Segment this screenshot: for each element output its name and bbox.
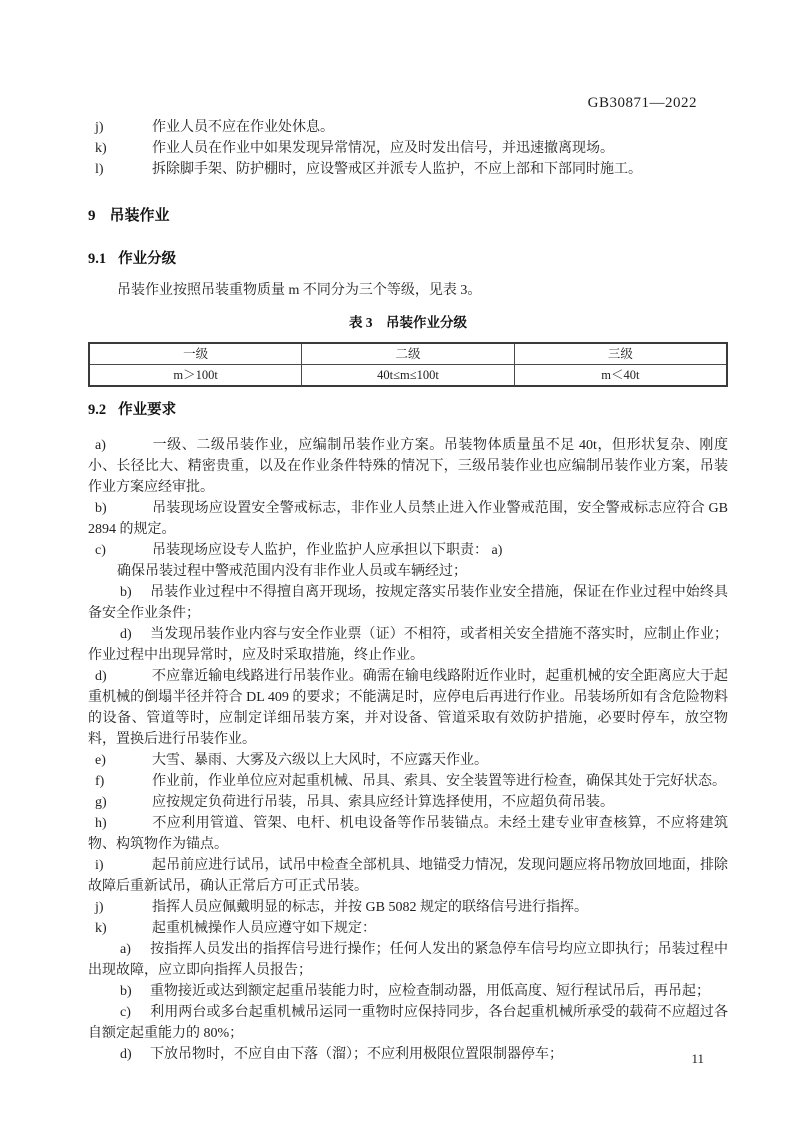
- list-item-label: b): [120, 585, 132, 600]
- list-item-label: a): [120, 942, 131, 957]
- list-item-label: b): [120, 984, 132, 999]
- page-number: 11: [691, 1051, 704, 1066]
- list-item-label: b): [95, 501, 107, 516]
- list-item-text: 不应靠近输电线路进行吊装作业。确需在输电线路附近作业时，起重机械的安全距离应大于起重机械的倒塌半径并符合 DL 409 的要求；不能满足时，应停电后再进行作业。吊装场所如有含危险物料的设备、管道等时，应制定详细吊装方案，并对设备、管道采取有效防护措施，必要时停车，放空物料，置换后进行吊装作业。: [88, 669, 728, 747]
- list-item-label: g): [95, 795, 107, 810]
- list-item-text: 作业前，作业单位应对起重机械、吊具、索具、安全装置等进行检查，确保其处于完好状态。: [152, 774, 726, 789]
- list-item-label: f): [95, 774, 105, 789]
- section-title: 吊装作业: [109, 208, 170, 224]
- subsection-number: 9.1: [88, 251, 107, 267]
- list-item-text: 不应利用管道、管架、电杆、机电设备等作吊装锚点。未经土建专业审查核算，不应将建筑物、构筑物作为锚点。: [88, 816, 728, 852]
- list-item-text: 指挥人员应佩戴明显的标志，并按 GB 5082 规定的联络信号进行指挥。: [152, 900, 588, 915]
- list-item-label: j): [95, 120, 104, 135]
- list-item-label: c): [120, 1005, 131, 1020]
- list-item: [88, 813, 728, 855]
- list-item-text: 吊装现场应设置安全警戒标志，非作业人员禁止进入作业警戒范围，安全警戒标志应符合 GB 2894 的规定。: [88, 501, 728, 537]
- table-cell: 40t≤m≤100t: [302, 365, 515, 387]
- list-item-label: l): [95, 162, 104, 177]
- list-item-text: 作业人员不应在作业处休息。: [152, 120, 334, 135]
- subsection-heading: [88, 399, 728, 421]
- nested-list-item: [88, 1044, 728, 1065]
- nested-list-item: [88, 624, 728, 666]
- list-item: [88, 138, 728, 159]
- table-row: [89, 365, 727, 387]
- list-item-continuation: 确保吊装过程中警戒范围内没有非作业人员或车辆经过；: [117, 564, 467, 579]
- list-item-text: 重物接近或达到额定起重吊装能力时，应检查制动器，用低高度、短行程试吊后，再吊起；: [150, 984, 710, 999]
- list-item-text: 下放吊物时，不应自由下落（溜）；不应利用极限位置限制器停车；: [150, 1047, 563, 1062]
- subsection-number: 9.2: [88, 402, 107, 418]
- list-item-label: d): [95, 669, 107, 684]
- list-item: [88, 435, 728, 498]
- requirements-list: [88, 435, 728, 1065]
- list-item: [88, 159, 728, 180]
- table-cell: m＜40t: [514, 365, 727, 387]
- list-item: [88, 897, 728, 918]
- list-item-text: 按指挥人员发出的指挥信号进行操作；任何人发出的紧急停车信号均应立即执行；吊装过程中出现故障，应立即向指挥人员报告；: [88, 942, 728, 978]
- table-cell: m＞100t: [89, 365, 302, 387]
- list-item: [88, 750, 728, 771]
- list-item: [88, 792, 728, 813]
- table-header-cell: 三级: [514, 343, 727, 365]
- list-item-text: 利用两台或多台起重机械吊运同一重物时应保持同步，各台起重机械所承受的载荷不应超过各自额定起重能力的 80%；: [88, 1005, 728, 1041]
- list-item-text: 起吊前应进行试吊，试吊中检查全部机具、地锚受力情况，发现问题应将吊物放回地面，排除故障后重新试吊，确认正常后方可正式吊装。: [88, 858, 728, 894]
- list-item: [88, 540, 728, 561]
- list-item-text: 起重机械操作人员应遵守如下规定：: [152, 921, 376, 936]
- list-item-text: 吊装作业过程中不得擅自离开现场，按规定落实吊装作业安全措施，保证在作业过程中始终具备安全作业条件；: [88, 585, 728, 621]
- grade-table: [88, 342, 728, 387]
- list-item-text: 大雪、暴雨、大雾及六级以上大风时，不应露天作业。: [152, 753, 488, 768]
- paragraph: 吊装作业按照吊装重物质量 m 不同分为三个等级，见表 3。: [117, 283, 482, 298]
- list-item-label: c): [95, 543, 106, 558]
- list-item-label: k): [95, 141, 107, 156]
- list-item-label: i): [95, 858, 104, 873]
- list-item-text: 作业人员在作业中如果发现异常情况，应及时发出信号，并迅速撤离现场。: [152, 141, 614, 156]
- subsection-heading: [88, 248, 728, 270]
- table-header-cell: 一级: [89, 343, 302, 365]
- nested-list-item: [88, 981, 728, 1002]
- list-item-text: 吊装现场应设专人监护，作业监护人应承担以下职责： a): [152, 543, 503, 558]
- nested-list-item: [88, 1002, 728, 1044]
- nested-list-item: [88, 582, 728, 624]
- list-item-label: d): [120, 627, 132, 642]
- subsection-title: 作业要求: [118, 402, 177, 418]
- list-item-text: 应按规定负荷进行吊装，吊具、索具应经计算选择使用，不应超负荷吊装。: [152, 795, 614, 810]
- table-header-cell: 二级: [302, 343, 515, 365]
- list-item: [88, 498, 728, 540]
- list-item: [88, 771, 728, 792]
- list-item-text: 一级、二级吊装作业，应编制吊装作业方案。吊装物体质量虽不足 40t，但形状复杂、刚度小、长径比大、精密贵重，以及在作业条件特殊的情况下，三级吊装作业也应编制吊装作业方案，吊装作业方案应经审批。: [88, 438, 728, 495]
- list-item-label: j): [95, 900, 104, 915]
- section-number: 9: [88, 208, 96, 224]
- list-item-label: k): [95, 921, 107, 936]
- list-item: [88, 117, 728, 138]
- list-item: [88, 855, 728, 897]
- list-item-label: h): [95, 816, 107, 831]
- list-item-label: a): [95, 438, 106, 453]
- list-item: [88, 918, 728, 939]
- standard-code-header: GB30871—2022: [587, 95, 697, 111]
- list-item: [88, 666, 728, 750]
- page-content: [88, 0, 728, 1065]
- nested-list-item: [88, 939, 728, 981]
- list-item-label: e): [95, 753, 106, 768]
- list-item-label: d): [120, 1047, 132, 1062]
- list-item-text: 拆除脚手架、防护棚时，应设警戒区并派专人监护，不应上部和下部同时施工。: [152, 162, 642, 177]
- list-item-text: 当发现吊装作业内容与安全作业票（证）不相符，或者相关安全措施不落实时，应制止作业；作业过程中出现异常时，应及时采取措施，终止作业。: [88, 627, 728, 663]
- table-header-row: [89, 343, 727, 365]
- section-heading: [88, 205, 728, 227]
- table-caption: 表 3 吊装作业分级: [348, 315, 468, 330]
- subsection-title: 作业分级: [118, 251, 177, 267]
